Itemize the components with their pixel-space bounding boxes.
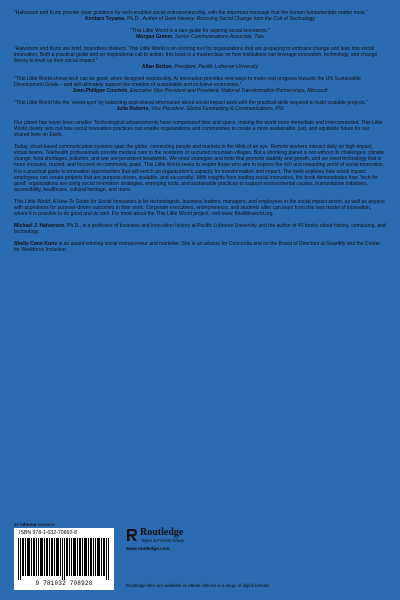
endorser-role: Author of Geek Heresy: Rescuing Social Change from the Cult of Technology — [142, 16, 315, 23]
description-main: Today, cloud-based communication systems span the globe, connecting people and markets in the blink of an eye. Remote workers interact daily on high-impact, virtual teams. Telehealth professionals provide medical care to the residents of secluded mountain villages. But a shrinking planet is not without its challenges: climate change, food shortages, pollution, and war are persistent headwinds. We need strategies and tools that promote stability and growth, and we need technology that is more inclusive, trusted, and focused on community goals. This Little World seeks to inspire those who aim to explore the rich and rewarding world of social innovation. It is a practical guide to innovation opportunities that will enrich an organization’s capacity for transformation and impact. The book explores how social impact employees can create projects that are purpose-driven, scalable, and successful. With insights from leading social innovators, the book demonstrates how “tech for good” organizations are using social innovation strategies, emerging tools, and sustainable practices to support environmental causes, humanitarian initiatives, accessibility, healthcare, cultural heritage, and more. — [14, 144, 385, 194]
endorsement-attribution — [14, 64, 386, 70]
publisher-name: Routledge — [140, 527, 184, 538]
endorsement-toyama — [14, 10, 386, 22]
isbn-text: ISBN 978-1-032-70892-8 — [19, 530, 77, 536]
endorser-name: Morgan Grimm — [136, 33, 173, 40]
endorsement-attribution — [14, 16, 386, 22]
endorsement-text: “This Little World is a rare guide for aspiring social innovators.” — [130, 27, 270, 34]
author-name: Michael J. Halvorson — [14, 222, 65, 229]
description-audience: This Little World: A How-To Guide for Social Innovators is for technologists, business leaders, managers, and employees in the social impact sector, as well as anyone with aspirations for purpose-driven outcomes in their work. Corporate executives, entrepreneurs, and students alike can learn from this new model of innovation, where it is possible to do good and do well. For more about the This Little World project, visit www. thislittleworld.org. — [14, 198, 385, 218]
endorser-name: Julia Roberts — [116, 105, 149, 112]
description-intro: Our planet has never been smaller. Technological advancements have compressed time and space, making the world more immediate and interconnected. This Little World clearly sets out how social innovation practices can enable organizations and communities to create a more sustainable, just, and equitable future for our shared lives on Earth. — [14, 120, 383, 139]
business-prefix: an — [14, 522, 21, 527]
endorser-role: Senior Communications Associate, Tala — [174, 33, 264, 40]
cover-footer — [0, 520, 400, 600]
publisher-group: Taylor & Francis Group — [141, 538, 184, 543]
endorser-credential: , Ph.D., — [124, 16, 143, 23]
informa-business-label — [14, 522, 55, 527]
endorsement-text: “This Little World shows tech can be good, when designed responsibly. AI innovation provides new ways to make real progress towards the UN Sustainable Development Goals – and will ultimately support the creation of sustainable and inclusive economies.” — [14, 75, 361, 88]
back-cover-text — [14, 10, 386, 258]
business-suffix: business — [36, 522, 55, 527]
author-bio-kurtz — [14, 241, 386, 253]
endorser-role: President, Pacific Lutheran University — [174, 64, 259, 71]
endorsement-text: “Halvorson and Kurtz are bold, boundless thinkers. This Little World is an exciting tool for organizations that are preparing to embrace change and lean into social innovation. Both a practical guide and an inspirational call to action, this book is a masterclass on how institutions can leverage innovation, technology, and change theory to level up their social impact.” — [14, 45, 378, 64]
endorser-role: Vice President, Global Fundraising & Communications, PSI — [151, 105, 284, 112]
business-brand: informa — [20, 522, 37, 527]
author-bio-text: , Ph.D., is a professor of business and innovation history at Pacific Lutheran University and the author of 40 books about history, computing, and technology. — [14, 222, 386, 235]
endorser-credential: , — [172, 33, 175, 40]
endorser-name: Allan Belton — [141, 64, 172, 71]
endorsement-text: “This Little World hits the ‘sweet spot’ by balancing aspirational information about social impact work with the practical skills required to build scalable projects.” — [14, 99, 369, 106]
author-bio-halvorson — [14, 223, 386, 235]
barcode-graphic — [18, 538, 110, 580]
author-name: Shelly Cano Kurtz — [14, 240, 58, 247]
author-bio-text: is an award-winning social entrepreneur and marketer. She is an advisor for Concordia and on the Board of Directors at Guardify and the Center for Workforce Inclusion. — [14, 240, 381, 253]
endorsement-attribution — [14, 106, 386, 112]
ebook-note: Routledge titles are available as eBook editions in a range of digital formats — [126, 583, 270, 588]
endorsement-attribution — [14, 34, 386, 40]
endorsement-belton — [14, 46, 386, 71]
endorsement-roberts — [14, 100, 386, 112]
barcode-digits: 9 781032 708928 — [35, 580, 93, 587]
endorsement-grimm — [14, 28, 386, 40]
routledge-mark-icon — [126, 528, 138, 542]
endorser-credential: , — [171, 64, 175, 71]
endorser-credential: , — [127, 88, 131, 95]
endorsement-attribution — [14, 88, 386, 94]
endorser-name: Kentaro Toyama — [85, 16, 125, 23]
endorsement-courtois — [14, 76, 386, 94]
endorser-credential: , — [148, 105, 152, 112]
barcode-panel — [14, 528, 114, 590]
endorsement-text: “Halvorson and Kurtz provide clear guidance for tech-enabled social entrepreneurship, with the important message that the human fundamentals matter most.” — [14, 10, 368, 16]
endorser-name: Jean-Philippe Courtois — [72, 88, 128, 95]
endorser-role: Executive Vice President and President, National Transformation Partnerships, Microsoft — [130, 88, 328, 95]
publisher-url: www.routledge.com — [126, 546, 170, 551]
